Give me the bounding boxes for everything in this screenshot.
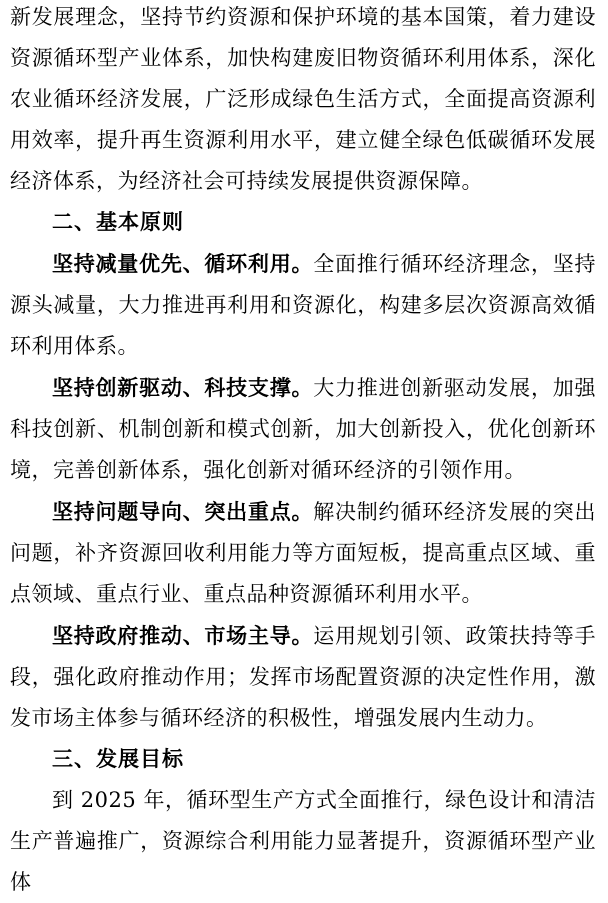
document-page <box>10 0 596 903</box>
section-heading-development-goals: 三、发展目标 <box>52 747 184 771</box>
paragraph-principle-1 <box>10 243 596 367</box>
paragraph-principle-2 <box>10 367 596 491</box>
principle-3-lead: 坚持问题导向、突出重点。 <box>52 499 314 524</box>
paragraph-principle-3 <box>10 491 596 615</box>
principle-2-lead: 坚持创新驱动、科技支撑。 <box>52 375 314 400</box>
principle-1-lead: 坚持减量优先、循环利用。 <box>52 251 314 276</box>
paragraph-goals: 到 2025 年，循环型生产方式全面推行，绿色设计和清洁生产普遍推广，资源综合利用能力显著提升，资源循环型产业体 <box>10 788 596 894</box>
paragraph-intro: 新发展理念，坚持节约资源和保护环境的基本国策，着力建设资源循环型产业体系，加快构建废旧物资循环利用体系，深化农业循环经济发展，广泛形成绿色生活方式，全面提高资源利用效率，提升再生资源利用水平，建立健全绿色低碳循环发展经济体系，为经济社会可持续发展提供资源保障。 <box>10 5 596 193</box>
section-heading-basic-principles: 二、基本原则 <box>52 210 184 234</box>
principle-4-lead: 坚持政府推动、市场主导。 <box>52 623 314 648</box>
principle-4-body: 运用规划引领、政策扶持等手段，强化政府推动作用；发挥市场配置资源的决定性作用，激发市场主体参与循环经济的积极性，增强发展内生动力。 <box>10 624 596 730</box>
principle-2-body: 大力推进创新驱动发展，加强科技创新、机制创新和模式创新，加大创新投入，优化创新环境，完善创新体系，强化创新对循环经济的引领作用。 <box>10 376 596 482</box>
principle-1-body: 全面推行循环经济理念，坚持源头减量，大力推进再利用和资源化，构建多层次资源高效循环利用体系。 <box>10 252 596 358</box>
principle-3-body: 解决制约循环经济发展的突出问题，补齐资源回收利用能力等方面短板，提高重点区域、重点领域、重点行业、重点品种资源循环利用水平。 <box>10 500 596 606</box>
paragraph-principle-4 <box>10 615 596 739</box>
